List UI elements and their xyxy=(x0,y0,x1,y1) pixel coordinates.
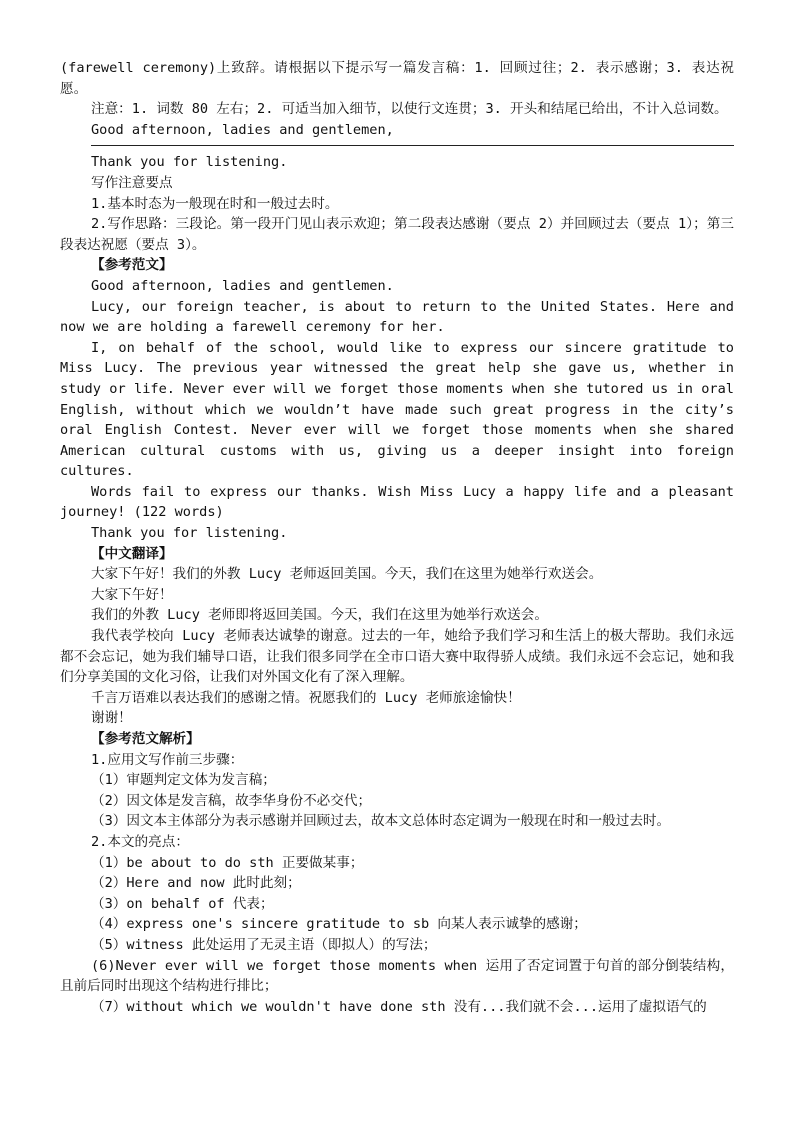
document-page xyxy=(60,58,734,1017)
task-opening: Good afternoon, ladies and gentlemen, xyxy=(91,121,394,138)
task-closing: Thank you for listening. xyxy=(91,154,288,171)
analysis-highlights-title: 2.本文的亮点： xyxy=(91,833,189,850)
task-note: 注意：1. 词数 80 左右；2. 可适当加入细节，以使行文连贯；3. 开头和结尾已给出，不计入总词数。 xyxy=(91,101,728,118)
sample-paragraph-2: I, on behalf of the school, would like to express our sincere gratitude to Miss Lucy. The previous year witnessed the great help she gave us, whether in study or life. Never ever will we forget those moments when she tutored us in oral English, without which we wouldn’t have made such great progress in the city’s oral English Contest. Never ever will we forget those moments when she shared American cultural customs with us, giving us a deeper insight into foreign cultures. xyxy=(60,339,734,480)
analysis-highlight-2: （2）Here and now 此时此刻； xyxy=(91,875,301,892)
translation-line-2: 大家下午好！ xyxy=(91,586,173,603)
translation-line-1: 大家下午好！我们的外教 Lucy 老师返回美国。今天，我们在这里为她举行欢送会。 xyxy=(91,566,603,583)
sample-greeting: Good afternoon, ladies and gentlemen. xyxy=(91,277,394,294)
analysis-step-2: （2）因文体是发言稿，故李华身份不必交代； xyxy=(91,792,372,809)
translation-heading: 【中文翻译】 xyxy=(91,545,173,562)
translation-line-6: 谢谢！ xyxy=(91,710,132,727)
analysis-highlight-4: （4）express one's sincere gratitude to sb 向某人表示诚挚的感谢； xyxy=(91,916,587,933)
task-prompt: (farewell ceremony)上致辞。请根据以下提示写一篇发言稿：1. 回顾过往；2. 表示感谢；3. 表达祝愿。 xyxy=(60,60,734,97)
sample-heading: 【参考范文】 xyxy=(91,257,173,274)
translation-line-3: 我们的外教 Lucy 老师即将返回美国。今天，我们在这里为她举行欢送会。 xyxy=(91,607,548,624)
translation-line-4: 我代表学校向 Lucy 老师表达诚挚的谢意。过去的一年，她给予我们学习和生活上的极大帮助。我们永远都不会忘记，她为我们辅导口语，让我们很多同学在全市口语大赛中取得骄人成绩。我们永远不会忘记，她和我们分享美国的文化习俗，让我们对外国文化有了深入理解。 xyxy=(60,628,734,686)
tips-item-1: 1.基本时态为一般现在时和一般过去时。 xyxy=(91,195,339,212)
sample-paragraph-3: Words fail to express our thanks. Wish Miss Lucy a happy life and a pleasant journey! (122 words) xyxy=(60,483,734,521)
analysis-step-1: （1）审题判定文体为发言稿； xyxy=(91,772,276,789)
analysis-highlight-6: (6)Never ever will we forget those moments when 运用了否定词置于句首的部分倒装结构，且前后同时出现这个结构进行排比； xyxy=(60,957,734,995)
analysis-steps-title: 1.应用文写作前三步骤： xyxy=(91,751,244,768)
analysis-highlight-1: （1）be about to do sth 正要做某事； xyxy=(91,854,364,871)
analysis-highlight-3: （3）on behalf of 代表； xyxy=(91,895,274,912)
analysis-highlight-7: （7）without which we wouldn't have done sth 没有...我们就不会...运用了虚拟语气的 xyxy=(91,998,707,1015)
tips-title: 写作注意要点 xyxy=(91,174,173,191)
analysis-heading: 【参考范文解析】 xyxy=(91,731,200,747)
analysis-step-3: （3）因文本主体部分为表示感谢并回顾过去，故本文总体时态定调为一般现在时和一般过去时。 xyxy=(91,813,671,830)
analysis-highlight-5: （5）witness 此处运用了无灵主语（即拟人）的写法； xyxy=(91,936,437,953)
translation-line-5: 千言万语难以表达我们的感谢之情。祝愿我们的 Lucy 老师旅途愉快！ xyxy=(91,689,521,706)
writing-blank-line xyxy=(60,140,734,152)
sample-paragraph-1: Lucy, our foreign teacher, is about to return to the United States. Here and now we are holding a farewell ceremony for her. xyxy=(60,298,734,336)
sample-closing: Thank you for listening. xyxy=(91,525,288,542)
tips-item-2: 2.写作思路：三段论。第一段开门见山表示欢迎；第二段表达感谢（要点 2）并回顾过去（要点 1）；第三段表达祝愿（要点 3）。 xyxy=(60,216,734,253)
